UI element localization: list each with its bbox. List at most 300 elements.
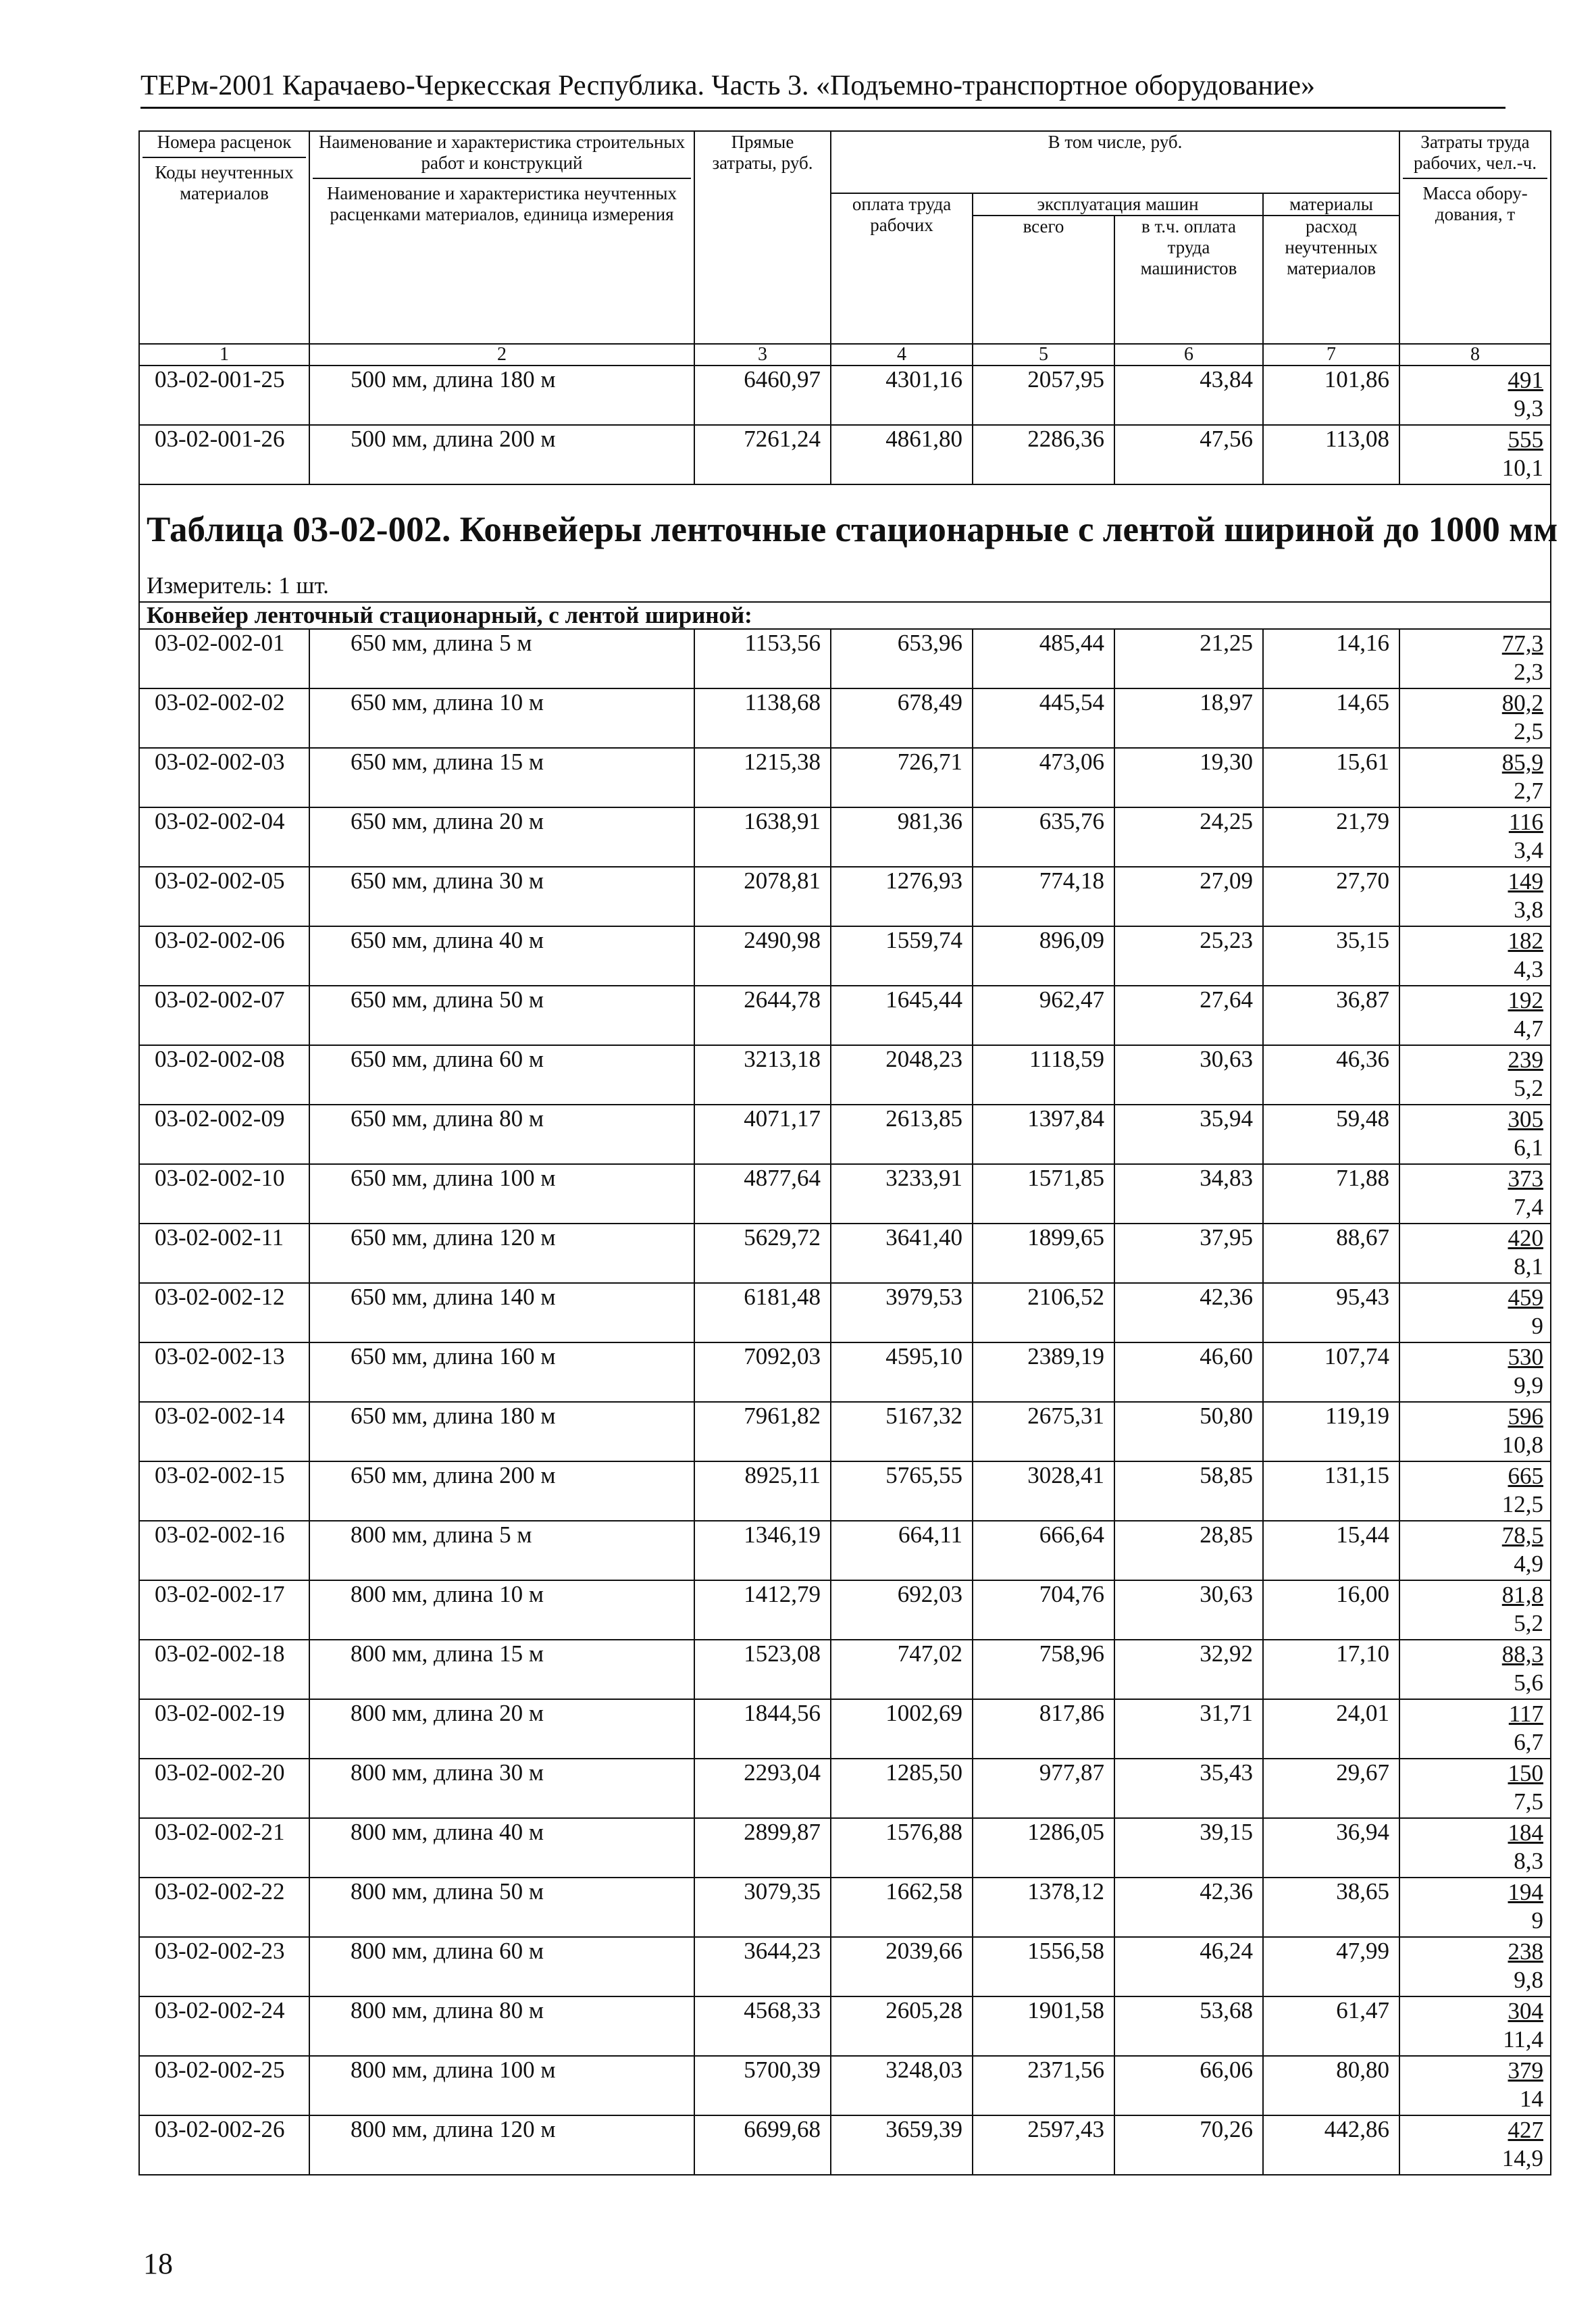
- cell-labor-mass: [1399, 1640, 1551, 1699]
- cell-machines: 635,76: [973, 807, 1114, 867]
- cell-materials: 15,61: [1263, 748, 1399, 807]
- table-row: [139, 1996, 1551, 2056]
- cell-code: 03-02-002-19: [139, 1699, 309, 1759]
- cell-materials: 14,65: [1263, 688, 1399, 748]
- cell-materials: 113,08: [1263, 425, 1399, 484]
- labor-value: 238: [1508, 1938, 1544, 1965]
- cell-code: 03-02-002-21: [139, 1818, 309, 1878]
- table-row: [139, 1759, 1551, 1818]
- cell-machines: 896,09: [973, 926, 1114, 986]
- cell-wages: 3659,39: [831, 2115, 973, 2175]
- cell-materials: 88,67: [1263, 1224, 1399, 1283]
- table-header: [139, 131, 1551, 366]
- mass-value: 9,8: [1514, 1967, 1544, 1993]
- cell-labor-mass: [1399, 1402, 1551, 1461]
- cell-machines: 1118,59: [973, 1045, 1114, 1105]
- mass-value: 4,3: [1514, 956, 1544, 982]
- cell-name: 650 мм, длина 30 м: [309, 867, 694, 926]
- col-number: 5: [973, 344, 1114, 366]
- table-row: [139, 1461, 1551, 1521]
- table-row: [139, 1342, 1551, 1402]
- cell-operators: 35,43: [1114, 1759, 1263, 1818]
- cell-direct: 2644,78: [694, 986, 831, 1045]
- cell-direct: 7092,03: [694, 1342, 831, 1402]
- cell-code: 03-02-002-18: [139, 1640, 309, 1699]
- labor-value: 81,8: [1501, 1582, 1544, 1608]
- cell-machines: 704,76: [973, 1580, 1114, 1640]
- cell-labor-mass: [1399, 867, 1551, 926]
- labor-value: 239: [1508, 1047, 1544, 1073]
- cell-name: 800 мм, длина 120 м: [309, 2115, 694, 2175]
- cell-wages: 3979,53: [831, 1283, 973, 1342]
- cell-direct: 1844,56: [694, 1699, 831, 1759]
- col8-bottom-label: Масса обору-дования, т: [1422, 183, 1528, 224]
- cell-name: 650 мм, длина 140 м: [309, 1283, 694, 1342]
- cell-code: 03-02-002-25: [139, 2056, 309, 2115]
- cell-wages: 678,49: [831, 688, 973, 748]
- labor-value: 530: [1508, 1344, 1544, 1370]
- cell-direct: 4071,17: [694, 1105, 831, 1164]
- cell-wages: 4861,80: [831, 425, 973, 484]
- cell-operators: 42,36: [1114, 1878, 1263, 1937]
- cell-code: 03-02-002-24: [139, 1996, 309, 2056]
- labor-value: 116: [1508, 809, 1544, 835]
- mass-value: 2,5: [1514, 718, 1544, 745]
- labor-value: 85,9: [1501, 749, 1544, 776]
- cell-direct: 6460,97: [694, 366, 831, 425]
- cell-code: 03-02-002-05: [139, 867, 309, 926]
- cell-wages: 3248,03: [831, 2056, 973, 2115]
- cell-operators: 30,63: [1114, 1580, 1263, 1640]
- cell-labor-mass: [1399, 1283, 1551, 1342]
- cell-wages: 692,03: [831, 1580, 973, 1640]
- col-number: 7: [1263, 344, 1399, 366]
- cell-name: 650 мм, длина 40 м: [309, 926, 694, 986]
- cell-wages: 4301,16: [831, 366, 973, 425]
- col-number: 3: [694, 344, 831, 366]
- cell-machines: 2057,95: [973, 366, 1114, 425]
- cell-materials: 80,80: [1263, 2056, 1399, 2115]
- cell-materials: 36,87: [1263, 986, 1399, 1045]
- cell-wages: 1276,93: [831, 867, 973, 926]
- cell-direct: 1412,79: [694, 1580, 831, 1640]
- cell-direct: 1523,08: [694, 1640, 831, 1699]
- cell-materials: 71,88: [1263, 1164, 1399, 1224]
- labor-value: 491: [1508, 367, 1544, 393]
- labor-value: 117: [1508, 1701, 1544, 1727]
- cell-materials: 131,15: [1263, 1461, 1399, 1521]
- cell-wages: 1559,74: [831, 926, 973, 986]
- group-header: В том числе, руб.: [831, 131, 1399, 193]
- table-row: [139, 1580, 1551, 1640]
- cell-code: 03-02-002-11: [139, 1224, 309, 1283]
- table-row: [139, 986, 1551, 1045]
- cell-machines: 2286,36: [973, 425, 1114, 484]
- mass-value: 11,4: [1503, 2026, 1544, 2053]
- mass-value: 7,5: [1514, 1788, 1544, 1815]
- labor-value: 192: [1508, 987, 1544, 1013]
- table-row: [139, 629, 1551, 688]
- cell-wages: 1002,69: [831, 1699, 973, 1759]
- col1-header: [139, 131, 309, 344]
- cell-code: 03-02-002-02: [139, 688, 309, 748]
- cell-operators: 37,95: [1114, 1224, 1263, 1283]
- mass-value: 9: [1531, 1313, 1544, 1339]
- cell-code: 03-02-002-20: [139, 1759, 309, 1818]
- cell-name: 650 мм, длина 10 м: [309, 688, 694, 748]
- cell-direct: 5700,39: [694, 2056, 831, 2115]
- cell-code: 03-02-002-06: [139, 926, 309, 986]
- cell-code: 03-02-002-13: [139, 1342, 309, 1402]
- cell-machines: 445,54: [973, 688, 1114, 748]
- cell-direct: 5629,72: [694, 1224, 831, 1283]
- table-row: [139, 926, 1551, 986]
- mass-value: 12,5: [1501, 1491, 1544, 1517]
- cell-code: 03-02-002-23: [139, 1937, 309, 1996]
- cell-operators: 47,56: [1114, 425, 1263, 484]
- cell-machines: 758,96: [973, 1640, 1114, 1699]
- cell-labor-mass: [1399, 1580, 1551, 1640]
- cell-direct: 8925,11: [694, 1461, 831, 1521]
- cell-operators: 18,97: [1114, 688, 1263, 748]
- labor-value: 427: [1508, 2117, 1544, 2143]
- cell-machines: 2675,31: [973, 1402, 1114, 1461]
- cell-name: 800 мм, длина 20 м: [309, 1699, 694, 1759]
- cell-labor-mass: [1399, 1699, 1551, 1759]
- cell-labor-mass: [1399, 1045, 1551, 1105]
- table-row: [139, 1521, 1551, 1580]
- cell-wages: 3233,91: [831, 1164, 973, 1224]
- cell-materials: 38,65: [1263, 1878, 1399, 1937]
- col2-bottom-label: Наименование и характеристика неучтенных расценками материалов, единица измерения: [326, 183, 677, 224]
- mass-value: 8,3: [1514, 1848, 1544, 1874]
- cell-direct: 6699,68: [694, 2115, 831, 2175]
- cell-labor-mass: [1399, 1105, 1551, 1164]
- labor-value: 88,3: [1501, 1641, 1544, 1667]
- cell-operators: 70,26: [1114, 2115, 1263, 2175]
- cell-direct: 2293,04: [694, 1759, 831, 1818]
- mass-value: 5,2: [1514, 1610, 1544, 1636]
- cell-code: 03-02-002-07: [139, 986, 309, 1045]
- labor-value: 555: [1508, 426, 1544, 453]
- cell-direct: 2078,81: [694, 867, 831, 926]
- mass-value: 5,2: [1514, 1075, 1544, 1101]
- cell-wages: 2048,23: [831, 1045, 973, 1105]
- cell-labor-mass: [1399, 1818, 1551, 1878]
- cell-operators: 43,84: [1114, 366, 1263, 425]
- mass-value: 3,8: [1514, 897, 1544, 923]
- cell-materials: 21,79: [1263, 807, 1399, 867]
- cell-operators: 27,64: [1114, 986, 1263, 1045]
- cell-name: 800 мм, длина 50 м: [309, 1878, 694, 1937]
- cell-name: 650 мм, длина 160 м: [309, 1342, 694, 1402]
- labor-value: 149: [1508, 868, 1544, 895]
- table-row: [139, 2115, 1551, 2175]
- table-row: [139, 748, 1551, 807]
- cell-direct: 1346,19: [694, 1521, 831, 1580]
- cell-operators: 58,85: [1114, 1461, 1263, 1521]
- column-numbers-row: [139, 344, 1551, 366]
- cell-name: 500 мм, длина 180 м: [309, 366, 694, 425]
- cell-name: 650 мм, длина 80 м: [309, 1105, 694, 1164]
- cell-labor-mass: [1399, 425, 1551, 484]
- cell-machines: 2597,43: [973, 2115, 1114, 2175]
- cell-operators: 31,71: [1114, 1699, 1263, 1759]
- cell-machines: 817,86: [973, 1699, 1114, 1759]
- col1-bottom-label: Коды неучтенных материалов: [155, 162, 294, 203]
- cell-name: 800 мм, длина 15 м: [309, 1640, 694, 1699]
- mass-value: 8,1: [1514, 1253, 1544, 1280]
- cell-code: 03-02-001-25: [139, 366, 309, 425]
- cell-labor-mass: [1399, 748, 1551, 807]
- cell-name: 500 мм, длина 200 м: [309, 425, 694, 484]
- cell-wages: 2039,66: [831, 1937, 973, 1996]
- col1-top-label: Номера расценок: [157, 132, 292, 152]
- cell-wages: 4595,10: [831, 1342, 973, 1402]
- cell-direct: 1215,38: [694, 748, 831, 807]
- cell-wages: 747,02: [831, 1640, 973, 1699]
- cell-wages: 2605,28: [831, 1996, 973, 2056]
- subheading: Конвейер ленточный стационарный, с лентой шириной:: [139, 602, 1551, 629]
- labor-value: 420: [1508, 1225, 1544, 1251]
- table-row: [139, 1699, 1551, 1759]
- col3-header: Прямые затраты, руб.: [694, 131, 831, 344]
- cell-operators: 39,15: [1114, 1818, 1263, 1878]
- labor-value: 379: [1508, 2057, 1544, 2084]
- cell-wages: 1645,44: [831, 986, 973, 1045]
- cell-labor-mass: [1399, 1937, 1551, 1996]
- cell-code: 03-02-002-10: [139, 1164, 309, 1224]
- cell-materials: 59,48: [1263, 1105, 1399, 1164]
- cell-operators: 30,63: [1114, 1045, 1263, 1105]
- table-row: [139, 1937, 1551, 1996]
- cell-operators: 24,25: [1114, 807, 1263, 867]
- cell-wages: 2613,85: [831, 1105, 973, 1164]
- cell-operators: 28,85: [1114, 1521, 1263, 1580]
- cell-code: 03-02-002-14: [139, 1402, 309, 1461]
- mass-value: 5,6: [1514, 1669, 1544, 1696]
- cell-labor-mass: [1399, 926, 1551, 986]
- table-row: [139, 1402, 1551, 1461]
- page-header: ТЕРм-2001 Карачаево-Черкесская Республика. Часть 3. «Подъемно-транспортное оборудование»: [140, 69, 1505, 109]
- cell-machines: 2371,56: [973, 2056, 1114, 2115]
- materials-header: материалы: [1263, 193, 1399, 216]
- cell-materials: 17,10: [1263, 1640, 1399, 1699]
- cell-materials: 119,19: [1263, 1402, 1399, 1461]
- cell-direct: 4568,33: [694, 1996, 831, 2056]
- cell-machines: 1901,58: [973, 1996, 1114, 2056]
- cell-direct: 7961,82: [694, 1402, 831, 1461]
- cell-code: 03-02-001-26: [139, 425, 309, 484]
- cell-name: 650 мм, длина 60 м: [309, 1045, 694, 1105]
- col-number: 2: [309, 344, 694, 366]
- cell-name: 650 мм, длина 15 м: [309, 748, 694, 807]
- cell-code: 03-02-002-15: [139, 1461, 309, 1521]
- mass-value: 10,8: [1501, 1432, 1544, 1458]
- cell-wages: 653,96: [831, 629, 973, 688]
- cell-labor-mass: [1399, 986, 1551, 1045]
- cell-labor-mass: [1399, 1164, 1551, 1224]
- table-row: [139, 1640, 1551, 1699]
- cell-code: 03-02-002-03: [139, 748, 309, 807]
- cell-machines: 1899,65: [973, 1224, 1114, 1283]
- table-row: [139, 807, 1551, 867]
- labor-value: 596: [1508, 1403, 1544, 1430]
- col-number: 1: [139, 344, 309, 366]
- labor-value: 150: [1508, 1760, 1544, 1786]
- cell-code: 03-02-002-08: [139, 1045, 309, 1105]
- labor-value: 665: [1508, 1463, 1544, 1489]
- cell-materials: 47,99: [1263, 1937, 1399, 1996]
- cell-materials: 15,44: [1263, 1521, 1399, 1580]
- cell-wages: 3641,40: [831, 1224, 973, 1283]
- cell-labor-mass: [1399, 1342, 1551, 1402]
- table-row: [139, 1045, 1551, 1105]
- cell-machines: 473,06: [973, 748, 1114, 807]
- cell-labor-mass: [1399, 1996, 1551, 2056]
- cell-materials: 29,67: [1263, 1759, 1399, 1818]
- cell-labor-mass: [1399, 1461, 1551, 1521]
- col-number: 8: [1399, 344, 1551, 366]
- cell-operators: 27,09: [1114, 867, 1263, 926]
- cell-name: 650 мм, длина 200 м: [309, 1461, 694, 1521]
- cell-operators: 35,94: [1114, 1105, 1263, 1164]
- mass-value: 14: [1520, 2086, 1544, 2112]
- cell-operators: 21,25: [1114, 629, 1263, 688]
- table-title-block: [139, 484, 1558, 629]
- cell-name: 800 мм, длина 40 м: [309, 1818, 694, 1878]
- cell-name: 650 мм, длина 5 м: [309, 629, 694, 688]
- mass-value: 2,3: [1514, 659, 1544, 685]
- cell-machines: 1378,12: [973, 1878, 1114, 1937]
- cell-labor-mass: [1399, 1759, 1551, 1818]
- table-row: [139, 1224, 1551, 1283]
- col4-header: оплата труда рабочих: [831, 193, 973, 344]
- mass-value: 9: [1531, 1907, 1544, 1934]
- mass-value: 4,7: [1514, 1015, 1544, 1042]
- cell-wages: 1576,88: [831, 1818, 973, 1878]
- cell-code: 03-02-002-01: [139, 629, 309, 688]
- cell-name: 650 мм, длина 100 м: [309, 1164, 694, 1224]
- table-rows: [139, 629, 1551, 2175]
- col2-top-label: Наименование и характеристика строительных работ и конструкций: [318, 132, 686, 173]
- table-row: [139, 1164, 1551, 1224]
- col2-header: [309, 131, 694, 344]
- cell-materials: 16,00: [1263, 1580, 1399, 1640]
- cell-code: 03-02-002-26: [139, 2115, 309, 2175]
- cell-direct: 3079,35: [694, 1878, 831, 1937]
- cell-code: 03-02-002-16: [139, 1521, 309, 1580]
- cell-machines: 977,87: [973, 1759, 1114, 1818]
- col7-header: расход неучтенных материалов: [1263, 216, 1399, 344]
- cell-machines: 3028,41: [973, 1461, 1114, 1521]
- cell-machines: 1556,58: [973, 1937, 1114, 1996]
- table-row: [139, 1818, 1551, 1878]
- cell-direct: 3644,23: [694, 1937, 831, 1996]
- table-title: Таблица 03-02-002. Конвейеры ленточные стационарные с лентой шириной до 1000 мм: [139, 509, 1551, 570]
- cell-name: 650 мм, длина 120 м: [309, 1224, 694, 1283]
- page-number: 18: [143, 2247, 173, 2280]
- cell-direct: 7261,24: [694, 425, 831, 484]
- cell-machines: 485,44: [973, 629, 1114, 688]
- labor-value: 182: [1508, 928, 1544, 954]
- cell-operators: 46,60: [1114, 1342, 1263, 1402]
- cell-machines: 1571,85: [973, 1164, 1114, 1224]
- cell-operators: 34,83: [1114, 1164, 1263, 1224]
- cell-wages: 5765,55: [831, 1461, 973, 1521]
- labor-value: 304: [1508, 1998, 1544, 2024]
- cell-name: 650 мм, длина 20 м: [309, 807, 694, 867]
- cell-name: 800 мм, длина 10 м: [309, 1580, 694, 1640]
- cell-materials: 24,01: [1263, 1699, 1399, 1759]
- cell-direct: 1638,91: [694, 807, 831, 867]
- cell-wages: 1662,58: [831, 1878, 973, 1937]
- mass-value: 9,9: [1514, 1372, 1544, 1399]
- cell-labor-mass: [1399, 366, 1551, 425]
- mass-value: 3,4: [1514, 837, 1544, 863]
- cell-code: 03-02-002-22: [139, 1878, 309, 1937]
- machines-header: эксплуатация машин: [973, 193, 1263, 216]
- cell-labor-mass: [1399, 1224, 1551, 1283]
- cell-name: 800 мм, длина 30 м: [309, 1759, 694, 1818]
- mass-value: 7,4: [1514, 1194, 1544, 1220]
- cell-labor-mass: [1399, 688, 1551, 748]
- col8-header: [1399, 131, 1551, 344]
- labor-value: 80,2: [1501, 690, 1544, 716]
- cell-materials: 442,86: [1263, 2115, 1399, 2175]
- cell-materials: 101,86: [1263, 366, 1399, 425]
- mass-value: 6,1: [1514, 1134, 1544, 1161]
- cell-machines: 666,64: [973, 1521, 1114, 1580]
- mass-value: 9,3: [1514, 395, 1544, 422]
- labor-value: 305: [1508, 1106, 1544, 1132]
- cell-machines: 1286,05: [973, 1818, 1114, 1878]
- cell-operators: 19,30: [1114, 748, 1263, 807]
- mass-value: 6,7: [1514, 1729, 1544, 1755]
- cell-labor-mass: [1399, 629, 1551, 688]
- cell-machines: 774,18: [973, 867, 1114, 926]
- cell-wages: 981,36: [831, 807, 973, 867]
- cell-materials: 27,70: [1263, 867, 1399, 926]
- cell-operators: 53,68: [1114, 1996, 1263, 2056]
- table-row: [139, 1878, 1551, 1937]
- cell-wages: 664,11: [831, 1521, 973, 1580]
- col-number: 4: [831, 344, 973, 366]
- table-row: [139, 2056, 1551, 2115]
- cell-code: 03-02-002-09: [139, 1105, 309, 1164]
- cell-name: 800 мм, длина 60 м: [309, 1937, 694, 1996]
- cell-materials: 107,74: [1263, 1342, 1399, 1402]
- cell-materials: 14,16: [1263, 629, 1399, 688]
- cell-operators: 32,92: [1114, 1640, 1263, 1699]
- cell-materials: 36,94: [1263, 1818, 1399, 1878]
- cell-operators: 50,80: [1114, 1402, 1263, 1461]
- cell-name: 650 мм, длина 180 м: [309, 1402, 694, 1461]
- labor-value: 194: [1508, 1879, 1544, 1905]
- cell-name: 800 мм, длина 80 м: [309, 1996, 694, 2056]
- cell-direct: 1153,56: [694, 629, 831, 688]
- labor-value: 184: [1508, 1819, 1544, 1846]
- table-row: [139, 425, 1551, 484]
- previous-table-rows: [139, 366, 1551, 484]
- cell-code: 03-02-002-04: [139, 807, 309, 867]
- cell-labor-mass: [1399, 2056, 1551, 2115]
- cell-name: 650 мм, длина 50 м: [309, 986, 694, 1045]
- cell-materials: 46,36: [1263, 1045, 1399, 1105]
- cell-materials: 95,43: [1263, 1283, 1399, 1342]
- col5-header: всего: [973, 216, 1114, 344]
- cell-machines: 1397,84: [973, 1105, 1114, 1164]
